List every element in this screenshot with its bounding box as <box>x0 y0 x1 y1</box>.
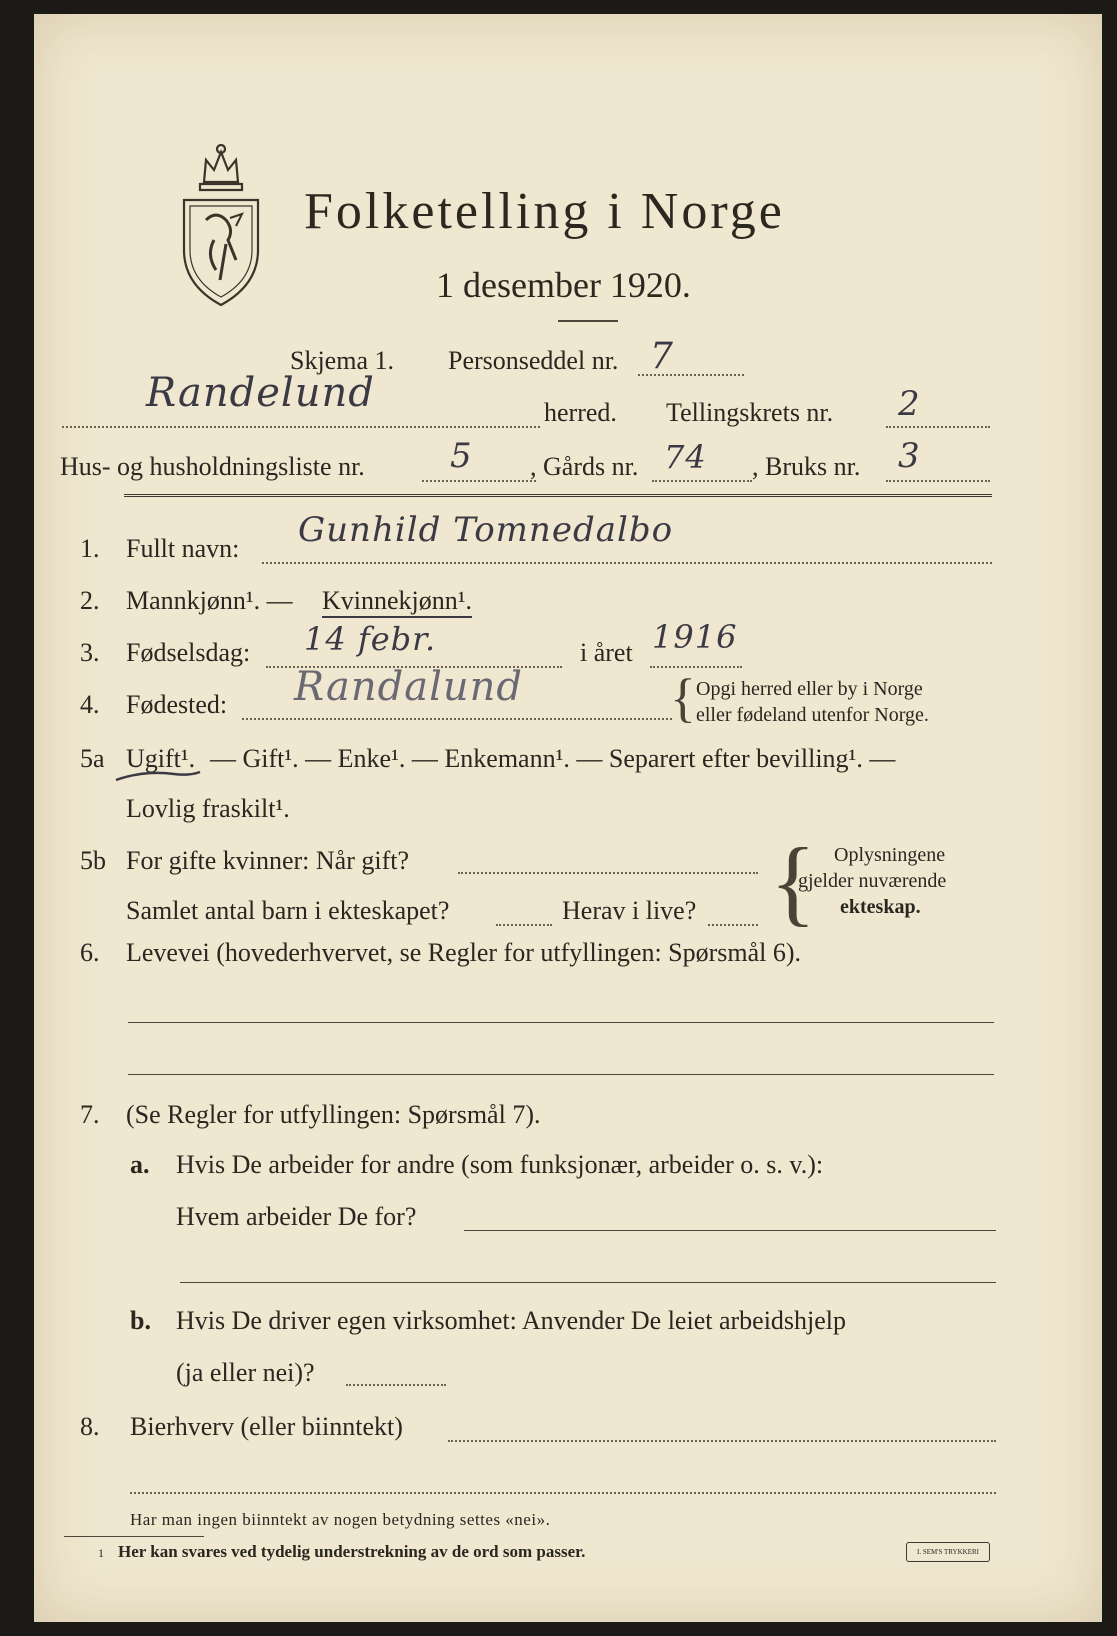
ugift-underline-mark <box>114 766 204 786</box>
norway-coat-of-arms-icon <box>176 140 266 310</box>
census-date: 1 desember 1920. <box>436 265 691 305</box>
birthplace-note-brace: { <box>670 668 696 728</box>
personseddel-value: 7 <box>650 336 674 377</box>
q4-number: 4. <box>80 690 100 719</box>
birthplace-field[interactable] <box>242 718 672 720</box>
birthday-value: 14 febr. <box>304 620 437 658</box>
tellingskrets-field[interactable] <box>886 426 990 428</box>
q5a-number: 5a <box>80 744 105 773</box>
married-when-label: For gifte kvinner: Når gift? <box>126 846 410 875</box>
bruks-label: , Bruks nr. <box>752 452 861 481</box>
census-form-sheet <box>34 14 1102 1622</box>
gards-field[interactable] <box>652 480 752 482</box>
skjema-label: Skjema 1. <box>290 346 394 375</box>
printer-stamp <box>906 1542 990 1562</box>
q7b-line2: (ja eller nei)? <box>176 1358 315 1387</box>
q7b-letter: b. <box>130 1306 151 1335</box>
side-income-field[interactable] <box>448 1440 996 1442</box>
footnote-text: Her kan svares ved tydelig understrekning av de ord som passer. <box>118 1542 586 1561</box>
form-title: Folketelling i Norge <box>304 183 785 240</box>
husholdning-value: 5 <box>450 436 473 476</box>
no-income-note: Har man ingen biinntekt av nogen betydning settes «nei». <box>130 1510 551 1529</box>
children-alive-field[interactable] <box>708 924 758 926</box>
sex-female-option[interactable]: Kvinnekjønn¹. <box>322 586 472 618</box>
full-name-value: Gunhild Tomnedalbo <box>298 510 674 550</box>
q1-label: Fullt navn: <box>126 534 240 563</box>
q3-number: 3. <box>80 638 100 667</box>
marital-ugift-option[interactable]: Ugift¹. <box>126 744 196 773</box>
husholdning-label: Hus- og husholdningsliste nr. <box>60 452 365 481</box>
employer-field-2[interactable] <box>180 1282 996 1283</box>
herred-value: Randelund <box>146 370 375 416</box>
q8-label: Bierhverv (eller biinntekt) <box>130 1412 403 1441</box>
marital-fraskilt-option[interactable]: Lovlig fraskilt¹. <box>126 794 290 823</box>
hired-help-field[interactable] <box>346 1384 446 1386</box>
marriage-note-line3: ekteskap. <box>840 896 921 918</box>
birth-year-label: i året <box>580 638 633 667</box>
q8-number: 8. <box>80 1412 100 1441</box>
marriage-note-line2: gjelder nuværende <box>798 870 947 892</box>
q2-number: 2. <box>80 586 100 615</box>
gards-value: 74 <box>664 438 707 476</box>
marriage-note-brace: { <box>770 828 817 935</box>
printer-stamp-text: I. SEM'S TRYKKERI <box>916 1548 979 1556</box>
herred-field[interactable] <box>62 426 540 428</box>
tellingskrets-value: 2 <box>898 384 921 424</box>
sex-male-option[interactable]: Mannkjønn¹. — <box>126 586 293 615</box>
q7-label: (Se Regler for utfyllingen: Spørsmål 7). <box>126 1100 541 1129</box>
q7a-line1: Hvis De arbeider for andre (som funksjonær, arbeider o. s. v.): <box>176 1150 824 1179</box>
occupation-line-1[interactable] <box>128 1022 994 1023</box>
footnote-mark: 1 <box>98 1546 104 1560</box>
bruks-value: 3 <box>898 436 921 476</box>
married-when-field[interactable] <box>458 872 758 874</box>
personseddel-label: Personseddel nr. <box>448 346 619 375</box>
birth-year-field[interactable] <box>650 666 742 668</box>
marital-other-options[interactable]: — Gift¹. — Enke¹. — Enkemann¹. — Separert efter bevilling¹. — <box>210 744 896 773</box>
title-divider <box>558 320 618 322</box>
q7a-line2: Hvem arbeider De for? <box>176 1202 417 1231</box>
q7b-line1: Hvis De driver egen virksomhet: Anvender De leiet arbeidshjelp <box>176 1306 847 1335</box>
gards-label: , Gårds nr. <box>530 452 639 481</box>
bruks-field[interactable] <box>886 480 990 482</box>
q4-label: Fødested: <box>126 690 228 719</box>
children-alive-label: Herav i live? <box>562 896 697 925</box>
birth-year-value: 1916 <box>652 618 738 656</box>
birthplace-value: Randalund <box>294 664 524 710</box>
q1-number: 1. <box>80 534 100 563</box>
birthplace-note-line1: Opgi herred eller by i Norge <box>696 678 923 700</box>
herred-label: herred. <box>544 398 617 427</box>
birthplace-note-line2: eller fødeland utenfor Norge. <box>696 704 929 726</box>
header-divider <box>124 494 992 497</box>
q5b-number: 5b <box>80 846 106 875</box>
footnote-divider <box>64 1536 204 1537</box>
marriage-note-line1: Oplysningene <box>834 844 946 866</box>
tellingskrets-label: Tellingskrets nr. <box>666 398 834 427</box>
q7-number: 7. <box>80 1100 100 1129</box>
employer-field[interactable] <box>464 1230 996 1231</box>
q3-label: Fødselsdag: <box>126 638 251 667</box>
occupation-line-2[interactable] <box>128 1074 994 1075</box>
q6-number: 6. <box>80 938 100 967</box>
side-income-field-2[interactable] <box>130 1492 996 1494</box>
full-name-field[interactable] <box>262 562 992 564</box>
children-total-label: Samlet antal barn i ekteskapet? <box>126 896 450 925</box>
children-total-field[interactable] <box>496 924 552 926</box>
husholdning-field[interactable] <box>422 480 536 482</box>
q6-label: Levevei (hovederhvervet, se Regler for utfyllingen: Spørsmål 6). <box>126 938 802 967</box>
q7a-letter: a. <box>130 1150 150 1179</box>
